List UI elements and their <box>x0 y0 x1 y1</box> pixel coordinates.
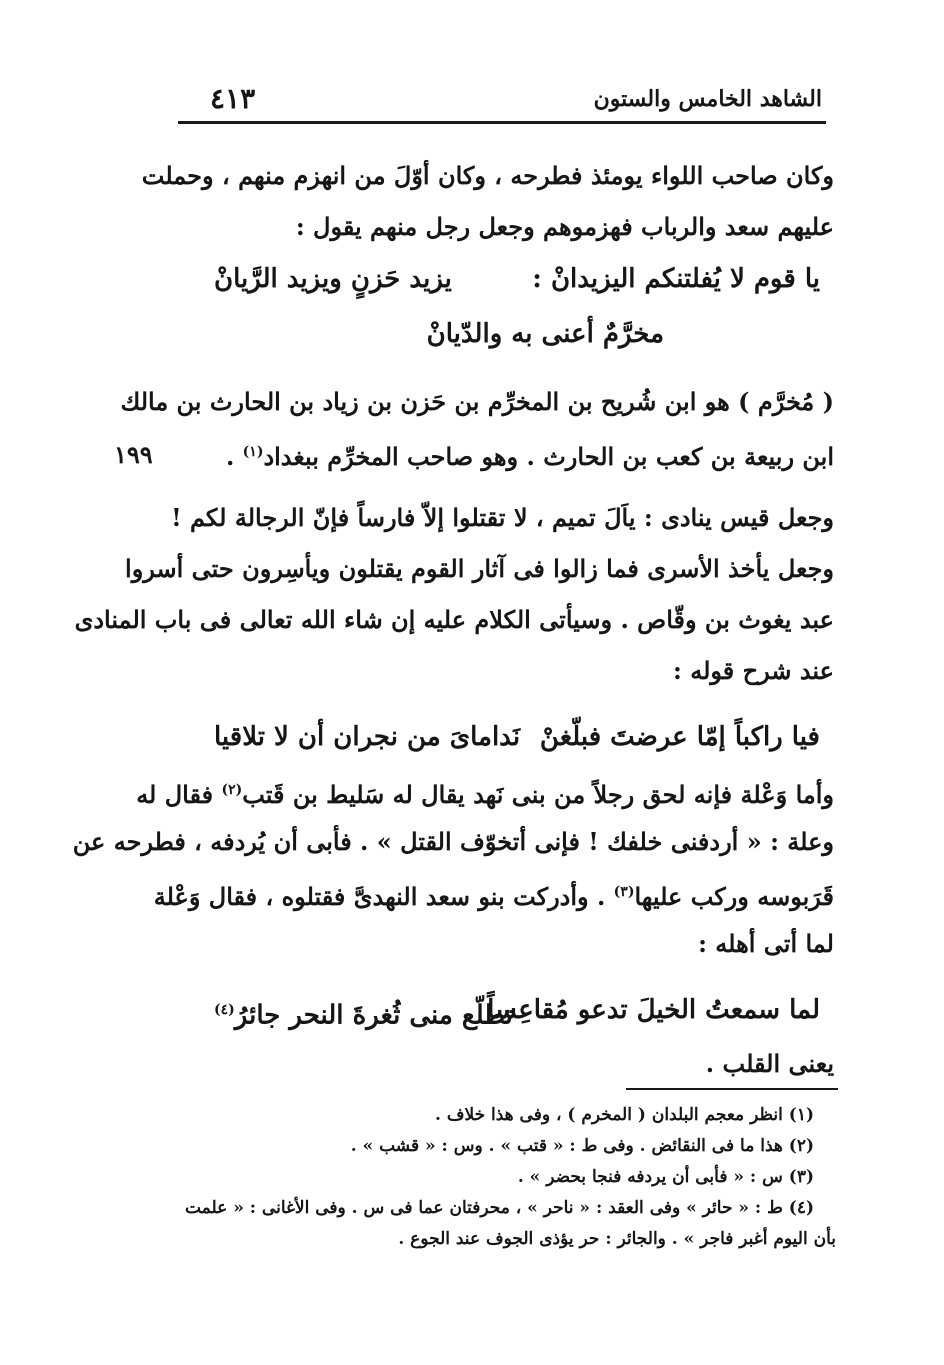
text-line <box>186 427 834 478</box>
verse <box>186 307 834 362</box>
footnote-ref: (١) <box>242 444 264 460</box>
footnote: (٣) س : « فأبى أن يردفه فنجا بحضر » . <box>517 1167 814 1187</box>
verse-hemistich: مخرَّمٌ أعنى به والدّيانْ <box>426 319 664 349</box>
text-line: عبد يغوث بن وقّاص . وسيأتى الكلام عليه إن شاء الله تعالى فى باب المنادى <box>74 605 834 634</box>
text-line: وكان صاحب اللواء يومئذ فطرحه ، وكان أوّلَ من انهزم منهم ، وحملت <box>141 161 834 190</box>
text-span: ابن ربيعة بن كعب بن الحارث . وهو صاحب المخرِّم ببغداد <box>263 442 834 471</box>
text-span: فقال له <box>136 780 222 809</box>
verse <box>186 710 834 765</box>
verse-hemistich-2: نَداماىَ من نجران أن لا تلاقيا <box>214 722 521 752</box>
text-line: يعنى القلب . <box>705 1049 834 1078</box>
text-line: عليهم سعد والرباب فهزموهم وجعل رجل منهم يقول : <box>295 212 834 241</box>
verse-hemistich-2: يزيد حَزنٍ ويزيد الرَّيانْ <box>214 264 452 294</box>
footnote: (٢) هذا ما فى النقائض . وفى ط : « قتب » . وس : « قشب » . <box>350 1136 814 1156</box>
verse-hemistich-1: فيا راكباً إمّا عرضتَ فبلّغنْ <box>539 722 820 752</box>
text-line: وجعل يأخذ الأسرى فما زالوا فى آثار القوم يقتلون ويأسِرون حتى أسروا <box>125 554 834 583</box>
text-line: لما أتى أهله : <box>698 929 834 958</box>
text-span: قَرَبوسه وركب عليها <box>634 882 834 911</box>
verse <box>186 252 834 307</box>
text-line: وعلة : « أردفنى خلفك ! فإنى أتخوّف القتل » . فأبى أن يُردفه ، فطرحه عن <box>72 827 834 856</box>
margin-number: ١٩٩ <box>114 440 153 469</box>
footnote-ref: (٣) <box>613 884 635 900</box>
running-title: الشاهد الخامس والستون <box>593 86 822 112</box>
page-header <box>182 82 822 118</box>
text-line <box>136 765 834 816</box>
footnotes <box>182 1100 836 1255</box>
verse-hemistich-2 <box>214 983 513 1044</box>
text-line: وجعل قيس ينادى : ياَلَ تميم ، لا تقتلوا إلاّ فارساً فإنّ الرجالة لكم ! <box>171 503 834 532</box>
verse-hemistich-1: لما سمعتُ الخيلَ تدعو مُقاعِساً <box>487 995 820 1025</box>
verse-hemistich-1: يا قوم لا يُفلتنكم اليزيدانْ : <box>532 264 820 294</box>
text-span: وأما وَعْلة فإنه لحق رجلاً من بنى نَهد يقال له سَليط بن قَتب <box>242 780 834 809</box>
text-line: عند شرح قوله : <box>673 656 834 685</box>
verse <box>186 983 834 1038</box>
footnote-rule <box>626 1088 838 1090</box>
verse-text: تطلّع منى ثُغرةَ النحر جائرُ <box>234 1000 513 1031</box>
text-line: ( مُخرَّم ) هو ابن شُريح بن المخرِّم بن حَزن بن زياد بن الحارث بن مالك <box>120 387 834 416</box>
footnote-ref: (٢) <box>221 782 243 798</box>
footnote: (٤) ط : « حائر » وفى العقد : « ناحر » ، محرفتان عما فى س . وفى الأغانى : « علمت <box>184 1198 814 1218</box>
header-rule <box>178 121 826 124</box>
footnote-ref: (٤) <box>214 1002 235 1018</box>
page-number: ٤١٣ <box>210 82 256 115</box>
footnote-continuation: بأن اليوم أغبر فاجر » . والجائر : حر يؤذى الجوف عند الجوع . <box>398 1229 836 1249</box>
text-span: . <box>225 442 243 471</box>
text-line <box>153 867 834 918</box>
text-span: . وأدركت بنو سعد النهدىَّ فقتلوه ، فقال وَعْلة <box>153 882 614 911</box>
footnote: (١) انظر معجم البلدان ( المخرم ) ، وفى هذا خلاف . <box>435 1105 814 1125</box>
